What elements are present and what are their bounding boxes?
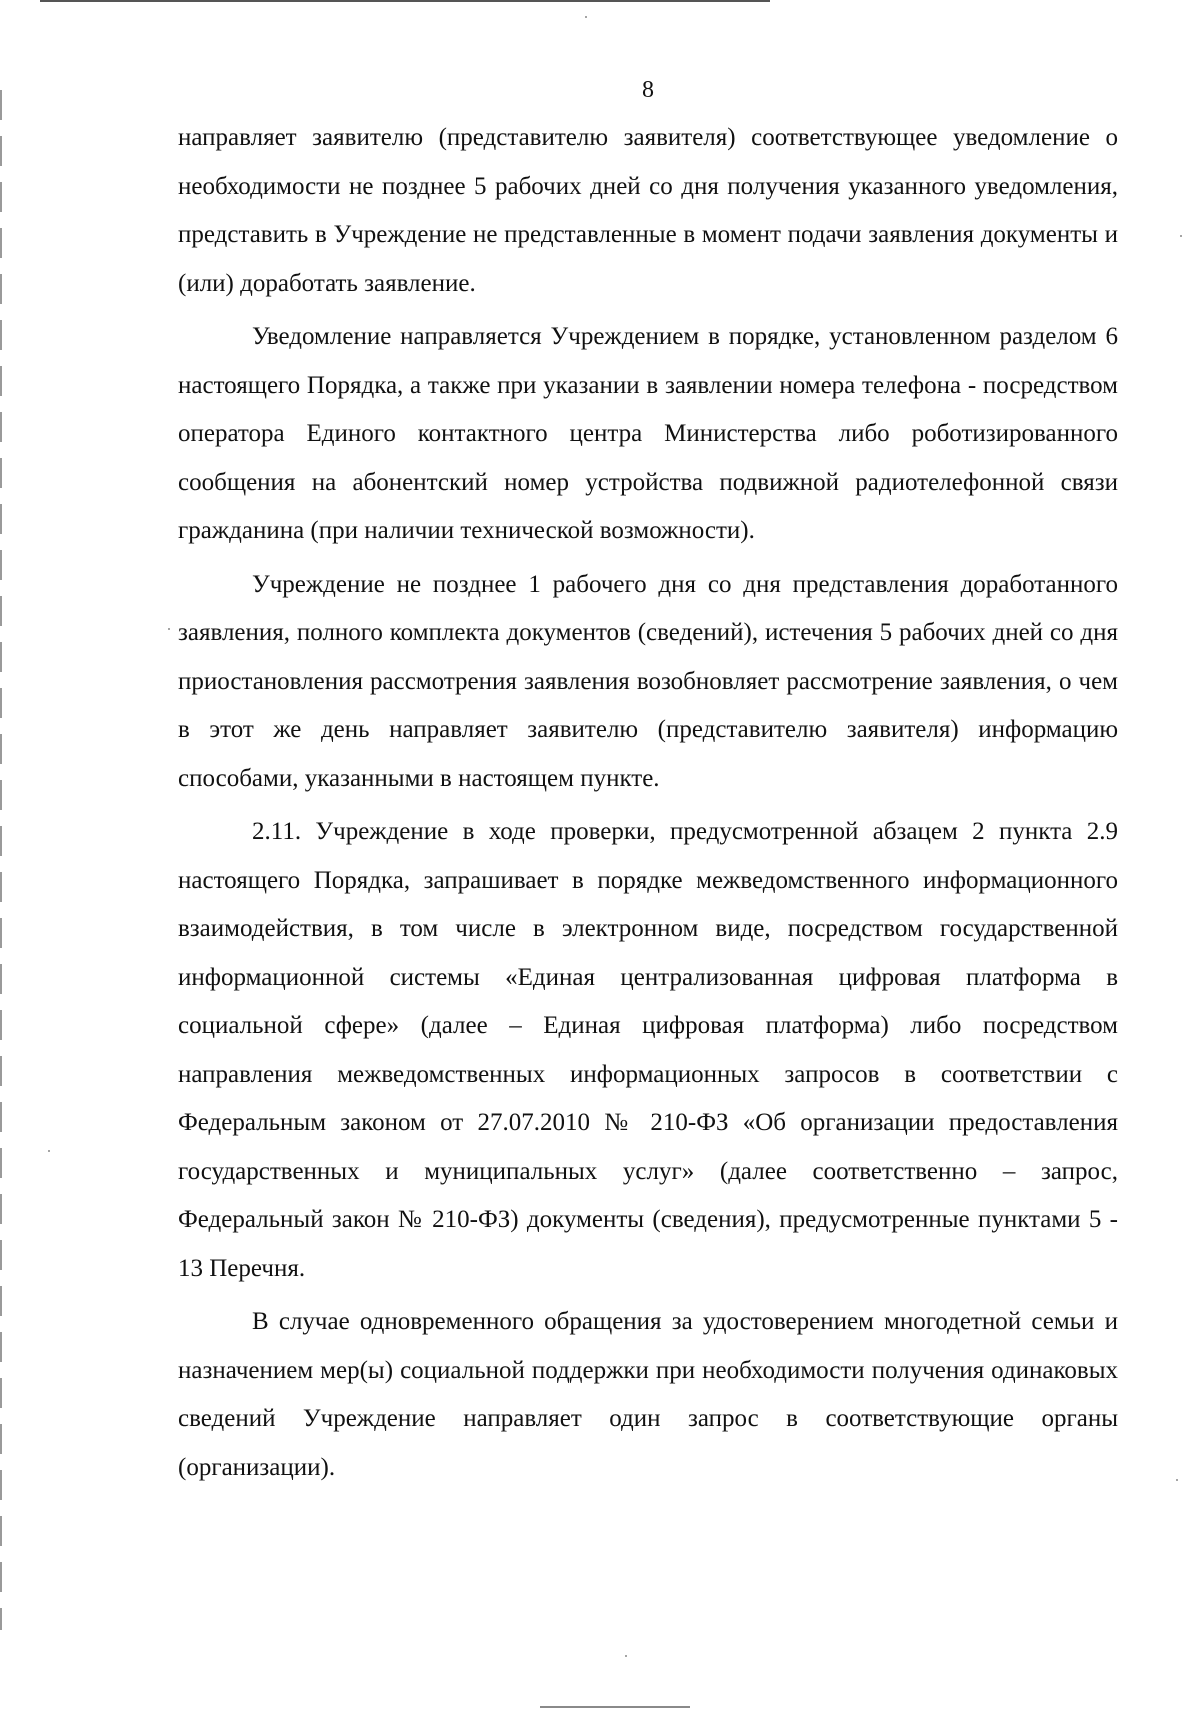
paragraph-3: Учреждение не позднее 1 рабочего дня со дня представления доработанного заявления, полного комплекта документов (сведений), истечения 5 рабочих дней со дня приостановления рассмотрения заявления возобновляет рассмотрение заявления, о чем в этот же день направляет заявителю (представителю заявителя) информацию способами, указанными в настоящем пункте. (178, 570, 1118, 792)
scan-speck (168, 628, 170, 630)
scan-speck (48, 1150, 50, 1152)
scan-bottom-edge (540, 1706, 690, 1708)
document-body (178, 114, 1118, 1497)
paragraph-5: В случае одновременного обращения за удостоверением многодетной семьи и назначением мер(ы) социальной поддержки при необходимости получения одинаковых сведений Учреждение направляет один запрос в соответствующие органы (организации). (178, 1308, 1118, 1481)
scan-speck (1180, 235, 1182, 237)
scan-speck (625, 1655, 627, 1657)
paragraph-1: направляет заявителю (представителю заявителя) соответствующее уведомление о необходимости не позднее 5 рабочих дней со дня получения указанного уведомления, представить в Учреждение не представленные в момент подачи заявления документы и (или) доработать заявление. (178, 124, 1118, 297)
scan-speck (1176, 1479, 1178, 1481)
paragraph-4: 2.11. Учреждение в ходе проверки, предусмотренной абзацем 2 пункта 2.9 настоящего Порядка, запрашивает в порядке межведомственного информационного взаимодействия, в том числе в электронном виде, посредством государственной информационной системы «Единая централизованная цифровая платформа в социальной сфере» (далее – Единая цифровая платформа) либо посредством направления межведомственных информационных запросов в соответствии с Федеральным законом от 27.07.2010 № 210-ФЗ «Об организации предоставления государственных и муниципальных услуг» (далее соответственно – запрос, Федеральный закон № 210-ФЗ) документы (сведения), предусмотренные пунктами 5 - 13 Перечня. (178, 818, 1118, 1282)
page-number: 8 (642, 77, 654, 103)
paragraph-2: Уведомление направляется Учреждением в порядке, установленном разделом 6 настоящего Порядка, а также при указании в заявлении номера телефона - посредством оператора Единого контактного центра Министерства либо роботизированного сообщения на абонентский номер устройства подвижной радиотелефонной связи гражданина (при наличии технической возможности). (178, 323, 1118, 544)
scan-speck (585, 16, 587, 18)
scan-top-edge (40, 0, 770, 2)
scan-left-edge (0, 90, 2, 1630)
